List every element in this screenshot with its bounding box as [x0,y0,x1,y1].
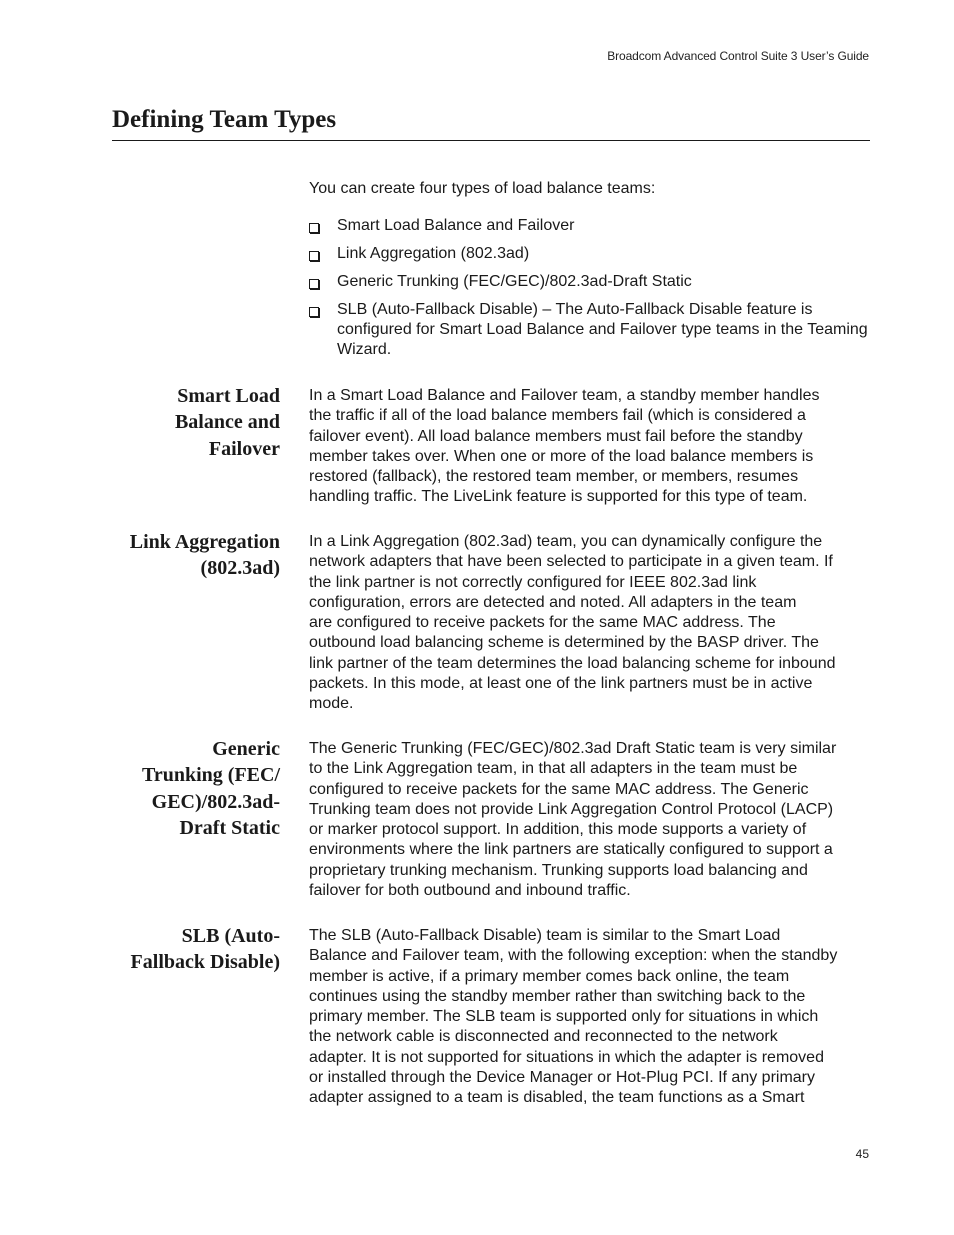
heading-line: Link Aggregation [129,531,280,553]
body-line: mode. [309,695,354,713]
body-line: In a Smart Load Balance and Failover team, a standby member handles [309,387,820,404]
section-heading [100,529,280,582]
body-line: The SLB (Auto-Fallback Disable) team is similar to the Smart Load [309,927,781,944]
heading-line: Fallback Disable) [130,951,280,974]
body-line: or marker protocol support. In addition, this mode supports a variety of [309,821,807,839]
heading-line: Smart Load [177,385,280,407]
section-heading [100,736,280,841]
running-header: Broadcom Advanced Control Suite 3 User’s Guide [607,49,869,63]
body-line: packets. In this mode, at least one of the link partners must be in active [309,675,813,693]
team-type-list [309,216,869,368]
heading-line: Failover [208,437,280,460]
body-line: the link partner is not correctly configured for IEEE 802.3ad link [309,573,757,591]
body-line: failover for both outbound and inbound traffic. [309,882,631,900]
checkbox-bullet-icon [309,223,319,233]
body-line: Balance and Failover team, with the following exception: when the standby [309,947,838,965]
heading-line: Trunking (FEC/ [142,764,280,787]
heading-line: Generic [212,738,280,760]
body-line: primary member. The SLB team is supported only for situations in which [309,1008,819,1026]
section-body [309,739,871,901]
heading-line: GEC)/802.3ad- [151,790,280,813]
page-number: 45 [855,1147,869,1161]
body-line: outbound load balancing scheme is determined by the BASP driver. The [309,634,819,652]
list-item-text: Smart Load Balance and Failover [337,217,575,234]
section-body [309,926,871,1109]
checkbox-bullet-icon [309,307,319,317]
list-item [309,300,869,361]
page-title: Defining Team Types [112,106,337,133]
list-item-text: SLB (Auto-Fallback Disable) – The Auto-Fallback Disable feature is configured for Smart Load Balance and Failover type teams in the Teaming Wizard. [337,300,868,359]
body-line: adapter. It is not supported for situations in which the adapter is removed [309,1048,824,1066]
list-item [309,216,869,236]
body-line: member is active, if a primary member comes back online, the team [309,967,790,985]
body-line: failover event). All load balance members must fail before the standby [309,427,803,445]
body-line: handling traffic. The LiveLink feature is supported for this type of team. [309,488,808,506]
body-line: or installed through the Device Manager or Hot-Plug PCI. If any primary [309,1069,816,1087]
body-line: environments where the link partners are statically configured to support a [309,841,833,859]
heading-line: (802.3ad) [200,557,280,580]
section-body [309,386,871,508]
body-line: link partner of the team determines the load balancing scheme for inbound [309,654,836,672]
list-item [309,244,869,264]
section-heading [100,923,280,976]
body-line: Trunking team does not provide Link Aggregation Control Protocol (LACP) [309,800,834,818]
intro-paragraph: You can create four types of load balance teams: [309,180,656,197]
heading-line: Balance and [174,411,280,434]
body-line: restored (fallback), the restored team member, or members, resumes [309,468,799,486]
body-line: proprietary trunking mechanism. Trunking supports load balancing and [309,861,808,879]
body-line: In a Link Aggregation (802.3ad) team, you can dynamically configure the [309,533,823,550]
body-line: network adapters that have been selected to participate in a given team. If [309,553,833,571]
body-line: the traffic if all of the load balance members fail (which is considered a [309,407,806,425]
list-item [309,272,869,292]
body-line: configured to receive packets for the same MAC address. The Generic [309,780,809,798]
body-line: continues using the standby member rather than switching back to the [309,987,806,1005]
body-line: The Generic Trunking (FEC/GEC)/802.3ad Draft Static team is very similar [309,740,837,757]
checkbox-bullet-icon [309,279,319,289]
body-line: the network cable is disconnected and reconnected to the network [309,1028,778,1046]
section-body [309,532,871,715]
list-item-text: Link Aggregation (802.3ad) [337,244,530,262]
body-line: configuration, errors are detected and noted. All adapters in the team [309,593,797,611]
title-rule [112,140,870,141]
heading-line: Draft Static [179,816,280,839]
section-heading [100,383,280,462]
list-item-text: Generic Trunking (FEC/GEC)/802.3ad-Draft Static [337,272,692,290]
heading-line: SLB (Auto- [181,925,280,947]
body-line: adapter assigned to a team is disabled, the team functions as a Smart [309,1089,805,1107]
body-line: member takes over. When one or more of the load balance members is [309,447,814,465]
checkbox-bullet-icon [309,251,319,261]
body-line: to the Link Aggregation team, in that all adapters in the team must be [309,760,798,778]
body-line: are configured to receive packets for the same MAC address. The [309,614,776,632]
